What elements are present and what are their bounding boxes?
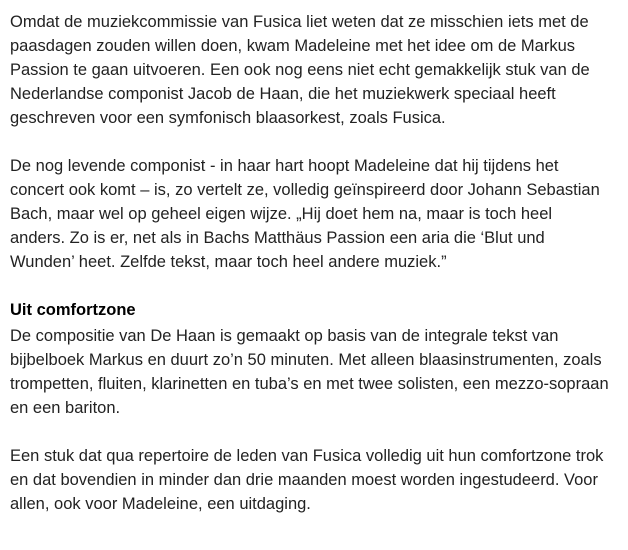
section-heading: Uit comfortzone bbox=[10, 301, 136, 319]
paragraph-challenge: Een stuk dat qua repertoire de leden van Fusica volledig uit hun comfortzone trok en dat bovendien in minder dan drie maanden moest worden ingestudeerd. Voor allen, ook voor Madeleine, een uitdaging. bbox=[10, 447, 604, 513]
paragraph-composer: De nog levende componist - in haar hart hoopt Madeleine dat hij tijdens het concert ook komt – is, zo vertelt ze, volledig geïnspireerd door Johann Sebastian Bach, maar wel op geheel eigen wijze. „Hij doet hem na, maar is toch heel anders. Zo is er, net als in Bachs Matthäus Passion een aria die ‘Blut und Wunden’ heet. Zelfde tekst, maar toch heel andere muziek.” bbox=[10, 157, 600, 271]
paragraph-composition: De compositie van De Haan is gemaakt op basis van de integrale tekst van bijbelboek Markus en duurt zo’n 50 minuten. Met alleen blaasinstrumenten, zoals trompetten, fluiten, klarinetten en tuba’s en met twee solisten, een mezzo-sopraan en een bariton. bbox=[10, 327, 609, 417]
article-body bbox=[10, 10, 610, 516]
paragraph-intro: Omdat de muziekcommissie van Fusica liet weten dat ze misschien iets met de paasdagen zouden willen doen, kwam Madeleine met het idee om de Markus Passion te gaan uitvoeren. Een ook nog eens niet echt gemakkelijk stuk van de Nederlandse componist Jacob de Haan, die het muziekwerk speciaal heeft geschreven voor een symfonisch blaasorkest, zoals Fusica. bbox=[10, 13, 590, 127]
